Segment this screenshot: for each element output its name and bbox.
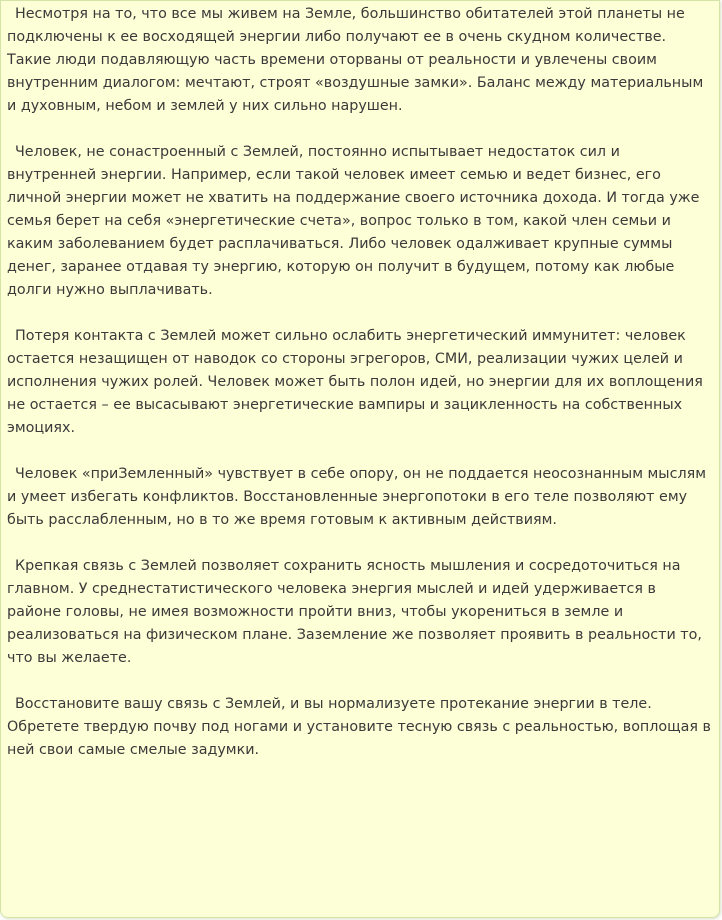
paragraph-5: Крепкая связь с Землей позволяет сохранить ясность мышления и сосредоточиться на главном. У среднестатистического человека энергия мыслей и идей удерживается в районе головы, не имея возможности пройти вниз, чтобы укорениться в земле и реализоваться на физическом плане. Заземление же позволяет проявить в реальности то, что вы желаете. <box>7 558 702 666</box>
paragraph-6: Восстановите вашу связь с Землей, и вы нормализуете протекание энергии в теле. Обретете твердую почву под ногами и установите тесную связь с реальностью, воплощая в ней свои самые смелые задумки. <box>7 696 711 758</box>
paragraph-4: Человек «приЗемленный» чувствует в себе опору, он не поддается неосознанным мыслям и умеет избегать конфликтов. Восстановленные энергопотоки в его теле позволяют ему быть расслабленным, но в то же время готовым к активным действиям. <box>7 466 706 528</box>
paragraph-3: Потеря контакта с Землей может сильно ослабить энергетический иммунитет: человек остается незащищен от наводок со стороны эгрегоров, СМИ, реализации чужих целей и исполнения чужих ролей. Человек может быть полон идей, но энергии для их воплощения не остается – ее высасывают энергетические вампиры и зацикленность на собственных эмоциях. <box>7 328 703 436</box>
article-body <box>7 3 711 785</box>
paragraph-2: Человек, не сонастроенный с Землей, постоянно испытывает недостаток сил и внутренней энергии. Например, если такой человек имеет семью и ведет бизнес, его личной энергии может не хватить на поддержание своего источника дохода. И тогда уже семья берет на себя «энергетические счета», вопрос только в том, какой член семьи и каким заболеванием будет расплачиваться. Либо человек одалживает крупные суммы денег, заранее отдавая ту энергию, которую он получит в будущем, потому как любые долги нужно выплачивать. <box>7 144 700 298</box>
paragraph-1: Несмотря на то, что все мы живем на Земле, большинство обитателей этой планеты не подключены к ее восходящей энергии либо получают ее в очень скудном количестве. Такие люди подавляющую часть времени оторваны от реальности и увлечены своим внутренним диалогом: мечтают, строят «воздушные замки». Баланс между материальным и духовным, небом и землей у них сильно нарушен. <box>7 6 704 114</box>
